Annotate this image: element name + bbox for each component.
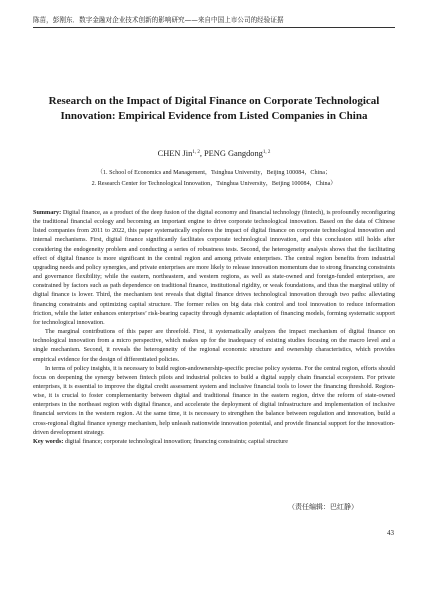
paper-title bbox=[40, 94, 388, 123]
author-name: PENG Gangdong bbox=[204, 149, 263, 158]
author-affiliation-mark: 1, 2 bbox=[262, 150, 271, 155]
summary-label: Summary: bbox=[33, 209, 62, 216]
title-line-1: Research on the Impact of Digital Finance on Corporate Technological bbox=[48, 95, 380, 107]
author-name: CHEN Jin bbox=[157, 149, 193, 158]
author-list bbox=[40, 147, 388, 159]
summary-text: Digital finance, as a product of the deep fusion of the digital economy and financial technology (fintech), is profoundly reconfiguring the traditional financial ecology and becoming an important engine to drive corporate technological innovation. Based on the data of Chinese listed companies from 2011 to 2022, this paper systematically explores the impact of digital finance on corporate technological innovation and internal mechanisms. First, digital finance significantly facilitates corporate technological innovation, and this conclusion still holds after considering the endogeneity problem and conducting a series of robustness tests. Second, the heterogeneity analysis shows that the facilitating effect of digital finance is more significant in the central region and among private enterprises. The central region benefits from industrial upgrading needs and policy synergies, and private enterprises are more likely to release innovation momentum due to strong financing constraints and governance flexibility; while the eastern, northeastern, and western regions, as well as state-owned and foreign-funded enterprises, are constrained by factors such as path dependence on traditional finance, institutional rigidity, or weak foundations, and thus the marginal utility of digital finance is lower. Third, the mechanism test reveals that digital finance drives technological innovation through two paths: alleviating financing constraints and optimizing capital structure. The former relies on big data risk control and tool innovation to reduce information friction, while the latter enhances enterprises’ risk-bearing capacity through dynamic adaptation of financing models, forming systematic support for technological innovation. bbox=[33, 209, 395, 326]
affiliation-line: （1. School of Economics and Management，Tsinghua University，Beijing 100084，China； bbox=[96, 170, 332, 176]
affiliations bbox=[40, 168, 388, 189]
header-rule bbox=[33, 27, 395, 28]
summary-paragraph-1 bbox=[33, 208, 395, 327]
page-number: 43 bbox=[387, 529, 394, 537]
running-header: 陈苗，彭刚东．数字金融对企业技术创新的影响研究——来自中国上市公司的经验证据 bbox=[33, 16, 284, 24]
summary-paragraph-2: The marginal contributions of this paper are threefold. First, it systematically analyzes the impact mechanism of digital finance on technological innovation from a micro perspective, which makes up for the inadequacy of existing studies focusing on the macro level and a single mechanism. Second, it reveals the heterogeneity of the regional economic structure and ownership characteristics, which provides empirical evidence for the design of differentiated policies. bbox=[33, 328, 395, 363]
keywords-text: digital finance; corporate technological innovation; financing constraints; capital structure bbox=[64, 437, 288, 445]
affiliation-line: 2. Research Center for Technological Innovation，Tsinghua University，Beijing 100084，China） bbox=[91, 180, 337, 187]
keywords bbox=[33, 437, 395, 446]
summary-paragraph-3: In terms of policy insights, it is necessary to build region-andownership-specific precise policy systems. For the central region, efforts should focus on deepening the synergy between fintech pilots and industrial policies to build a digital supply chain financial ecosystem. For private enterprises, it is essential to improve the digital credit assessment system and inclusive financial tools to lower the financing threshold. Region-wise, it is crucial to foster complementarity between digital and traditional finance in the eastern region, drive the reform of state-owned enterprises in the northeast region with digital finance, and accelerate the deployment of digital infrastructure and implementation of inclusive financial services in the western region. At the same time, it is necessary to strengthen the balance between regulation and innovation, build a cross-regional digital finance synergy mechanism, help unleash nationwide innovation potential, and provide financial support for the innovation-driven development strategy. bbox=[33, 364, 395, 436]
title-line-2: Innovation: Empirical Evidence from Listed Companies in China bbox=[60, 109, 368, 122]
keywords-label: Key words: bbox=[33, 437, 64, 445]
author-affiliation-mark: 1, 2 bbox=[192, 150, 200, 155]
author-separator: , bbox=[199, 149, 204, 158]
abstract-body bbox=[33, 208, 395, 446]
responsible-editor: （责任编辑：巴红静） bbox=[288, 503, 358, 511]
